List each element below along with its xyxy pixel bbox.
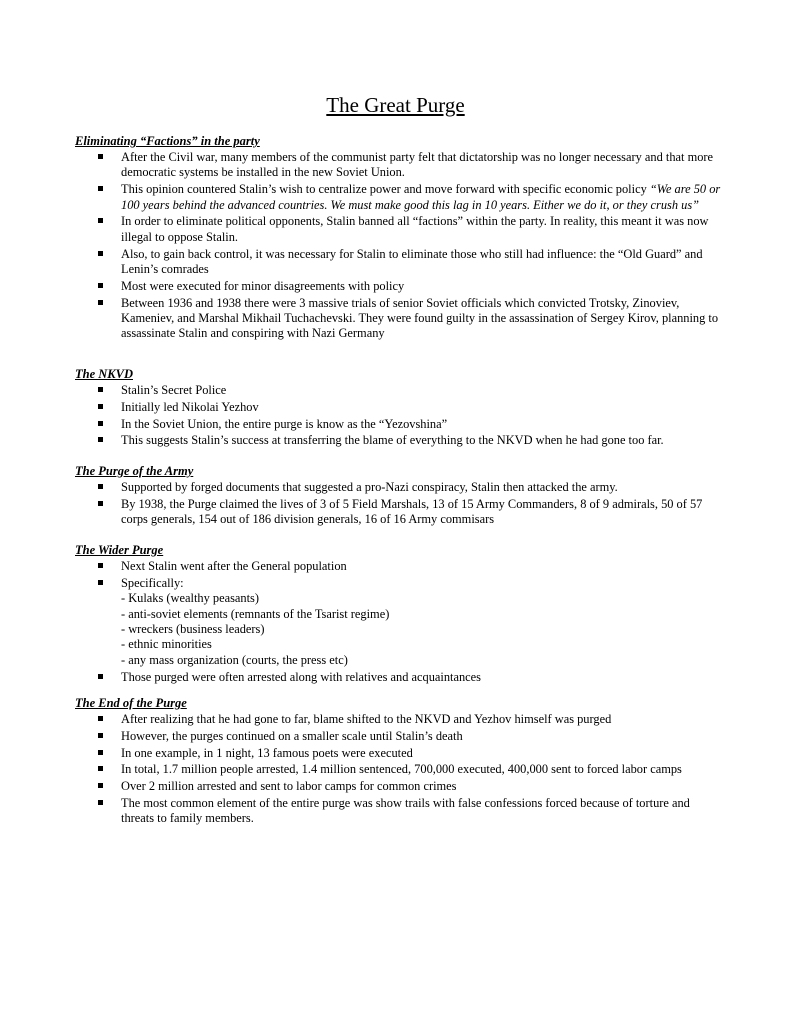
bullet-icon (98, 154, 103, 159)
list-item: Specifically: - Kulaks (wealthy peasants) - anti-soviet elements (remnants of the Tsarist regime) - wreckers (business leaders) - ethnic minorities - any mass organization (courts, the press etc) (75, 576, 725, 668)
bullet-list (75, 559, 725, 685)
section-heading: Eliminating “Factions” in the party (75, 134, 260, 148)
list-item: This suggests Stalin’s success at transferring the blame of everything to the NKVD when he had gone too far. (75, 433, 725, 448)
list-item: By 1938, the Purge claimed the lives of 3 of 5 Field Marshals, 13 of 15 Army Commanders, 8 of 9 admirals, 50 of 57 corps generals, 154 out of 186 division generals, 16 of 16 Army commisars (75, 497, 725, 528)
list-item: In the Soviet Union, the entire purge is know as the “Yezovshina” (75, 417, 725, 432)
bullet-icon (98, 766, 103, 771)
page-title: The Great Purge (326, 93, 465, 117)
list-item: Stalin’s Secret Police (75, 383, 725, 398)
sub-line: - anti-soviet elements (remnants of the Tsarist regime) (121, 606, 390, 621)
bullet-icon (98, 421, 103, 426)
list-item: Those purged were often arrested along with relatives and acquaintances (75, 670, 725, 685)
sub-line: - any mass organization (courts, the press etc) (121, 652, 348, 667)
section-wider-purge (75, 543, 725, 686)
bullet-list (75, 383, 725, 449)
list-item: However, the purges continued on a smaller scale until Stalin’s death (75, 729, 725, 744)
section-purge-of-army (75, 464, 725, 529)
bullet-icon (98, 300, 103, 305)
bullet-icon (98, 580, 103, 585)
list-item: Between 1936 and 1938 there were 3 massive trials of senior Soviet officials which convicted Trotsky, Zinoviev, Kameniev, and Marshal Mikhail Tuchachevski. They were found guilty in the assassination of Sergey Kirov, planning to assassinate Stalin and conspiring with Nazi Germany (75, 296, 725, 342)
sub-line: - ethnic minorities (121, 637, 212, 652)
bullet-icon (98, 437, 103, 442)
bullet-icon (98, 218, 103, 223)
section-nkvd (75, 367, 725, 450)
sub-line: - Kulaks (wealthy peasants) (121, 591, 259, 606)
list-item: Next Stalin went after the General population (75, 559, 725, 574)
bullet-list (75, 150, 725, 342)
list-item: Also, to gain back control, it was necessary for Stalin to eliminate those who still had influence: the “Old Guard” and Lenin’s comrades (75, 247, 725, 278)
bullet-icon (98, 716, 103, 721)
bullet-icon (98, 404, 103, 409)
bullet-icon (98, 733, 103, 738)
section-heading: The NKVD (75, 367, 133, 381)
bullet-icon (98, 186, 103, 191)
section-heading: The End of the Purge (75, 696, 187, 710)
list-item: In order to eliminate political opponents, Stalin banned all “factions” within the party. In reality, this meant it was now illegal to oppose Stalin. (75, 214, 725, 245)
bullet-icon (98, 783, 103, 788)
list-item: Supported by forged documents that suggested a pro-Nazi conspiracy, Stalin then attacked the army. (75, 480, 725, 495)
list-item: In one example, in 1 night, 13 famous poets were executed (75, 746, 725, 761)
list-item: After the Civil war, many members of the communist party felt that dictatorship was no longer necessary and that more democratic systems be installed in the new Soviet Union. (75, 150, 725, 181)
list-item: In total, 1.7 million people arrested, 1.4 million sentenced, 700,000 executed, 400,000 sent to forced labor camps (75, 762, 725, 777)
bullet-icon (98, 501, 103, 506)
bullet-icon (98, 750, 103, 755)
bullet-list (75, 712, 725, 827)
bullet-icon (98, 484, 103, 489)
section-heading: The Purge of the Army (75, 464, 194, 478)
bullet-icon (98, 283, 103, 288)
section-heading: The Wider Purge (75, 543, 164, 557)
sub-line: - wreckers (business leaders) (121, 622, 265, 637)
list-item: Initially led Nikolai Yezhov (75, 400, 725, 415)
bullet-icon (98, 387, 103, 392)
section-end-of-purge (75, 696, 725, 828)
stalin-quote: “We are 50 or 100 years behind the advanced countries. We must make good this lag in 10 years. Either we do it, or they crush us” (121, 182, 721, 212)
list-item: This opinion countered Stalin’s wish to centralize power and move forward with specific economic policy “We are 50 or 100 years behind the advanced countries. We must make good this lag in 10 years. Either we do it, or they crush us” (75, 182, 725, 213)
bullet-icon (98, 800, 103, 805)
list-item: Most were executed for minor disagreements with policy (75, 279, 725, 294)
list-item: After realizing that he had gone to far, blame shifted to the NKVD and Yezhov himself was purged (75, 712, 725, 727)
bullet-icon (98, 251, 103, 256)
bullet-icon (98, 674, 103, 679)
bullet-icon (98, 563, 103, 568)
list-item: The most common element of the entire purge was show trails with false confessions forced because of torture and threats to family members. (75, 796, 725, 827)
bullet-list (75, 480, 725, 528)
section-eliminating-factions (75, 134, 725, 343)
list-item: Over 2 million arrested and sent to labor camps for common crimes (75, 779, 725, 794)
